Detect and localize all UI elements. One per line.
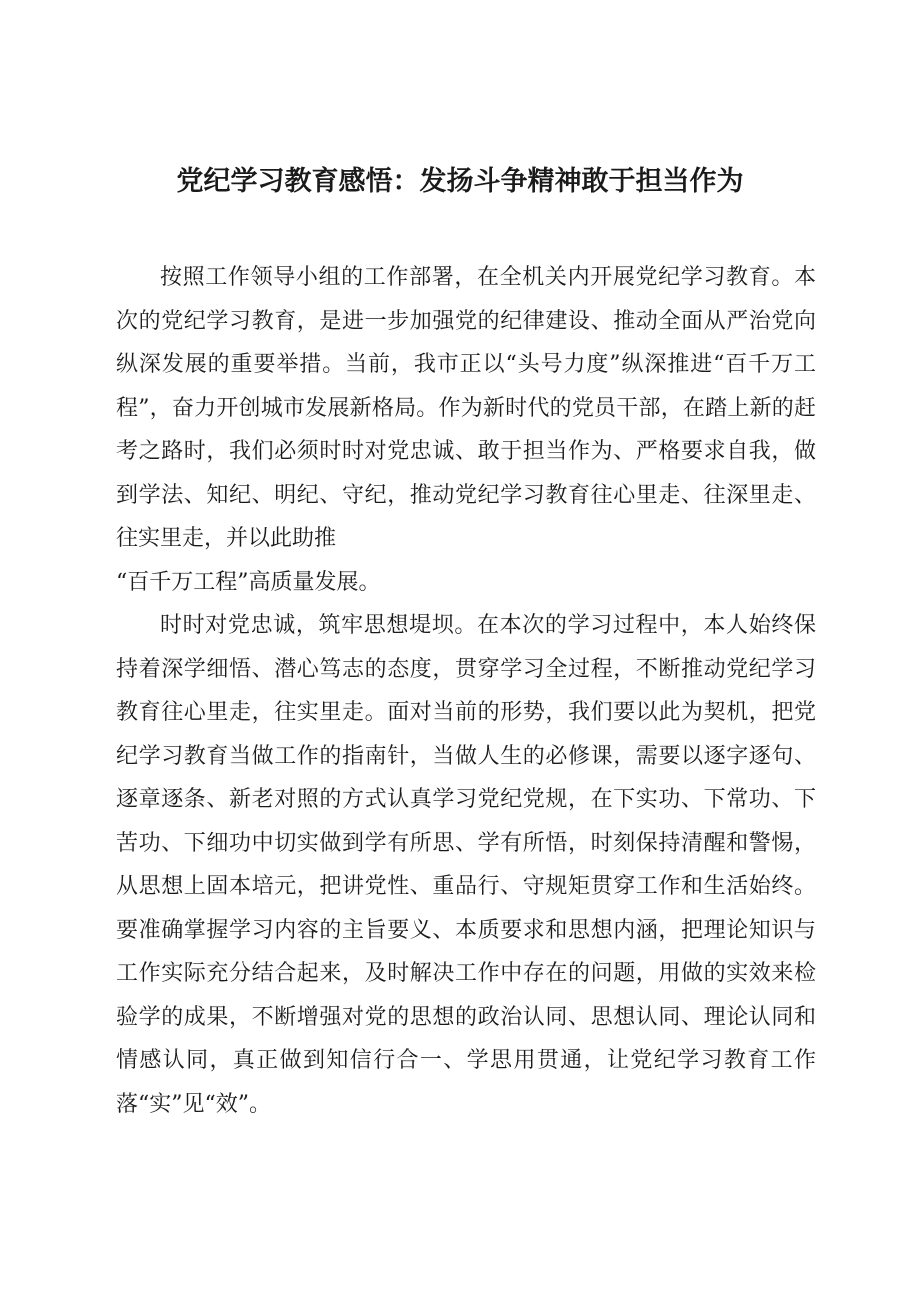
paragraph-intro: 按照工作领导小组的工作部署，在全机关内开展党纪学习教育。本次的党纪学习教育，是进一步加强党的纪律建设、推动全面从严治党向纵深发展的重要举措。当前，我市正以“头号力度”纵深推进“百千万工程”，奋力开创城市发展新格局。作为新时代的党员干部，在踏上新的赶考之路时，我们必须时时对党忠诚、敢于担当作为、严格要求自我，做到学法、知纪、明纪、守纪，推动党纪学习教育往心里走、往深里走、往实里走，并以此助推	[116, 265, 816, 551]
paragraph-intro-continuation: “百千万工程”高质量发展。	[116, 569, 381, 595]
document-title: 党纪学习教育感悟：发扬斗争精神敢于担当作为	[176, 166, 744, 197]
document-body	[116, 256, 816, 1126]
paragraph-loyalty: 时时对党忠诚，筑牢思想堤坝。在本次的学习过程中，本人始终保持着深学细悟、潜心笃志的态度，贯穿学习全过程，不断推动党纪学习教育往心里走，往实里走。面对当前的形势，我们要以此为契机，把党纪学习教育当做工作的指南针，当做人生的必修课，需要以逐字逐句、逐章逐条、新老对照的方式认真学习党纪党规，在下实功、下常功、下苦功、下细功中切实做到学有所思、学有所悟，时刻保持清醒和警惕，从思想上固本培元，把讲党性、重品行、守规矩贯穿工作和生活始终。要准确掌握学习内容的主旨要义、本质要求和思想内涵，把理论知识与工作实际充分结合起来，及时解决工作中存在的问题，用做的实效来检验学的成果，不断增强对党的思想的政治认同、思想认同、理论认同和情感认同，真正做到知信行合一、学思用贯通，让党纪学习教育工作落“实”见“效”。	[116, 613, 816, 1117]
